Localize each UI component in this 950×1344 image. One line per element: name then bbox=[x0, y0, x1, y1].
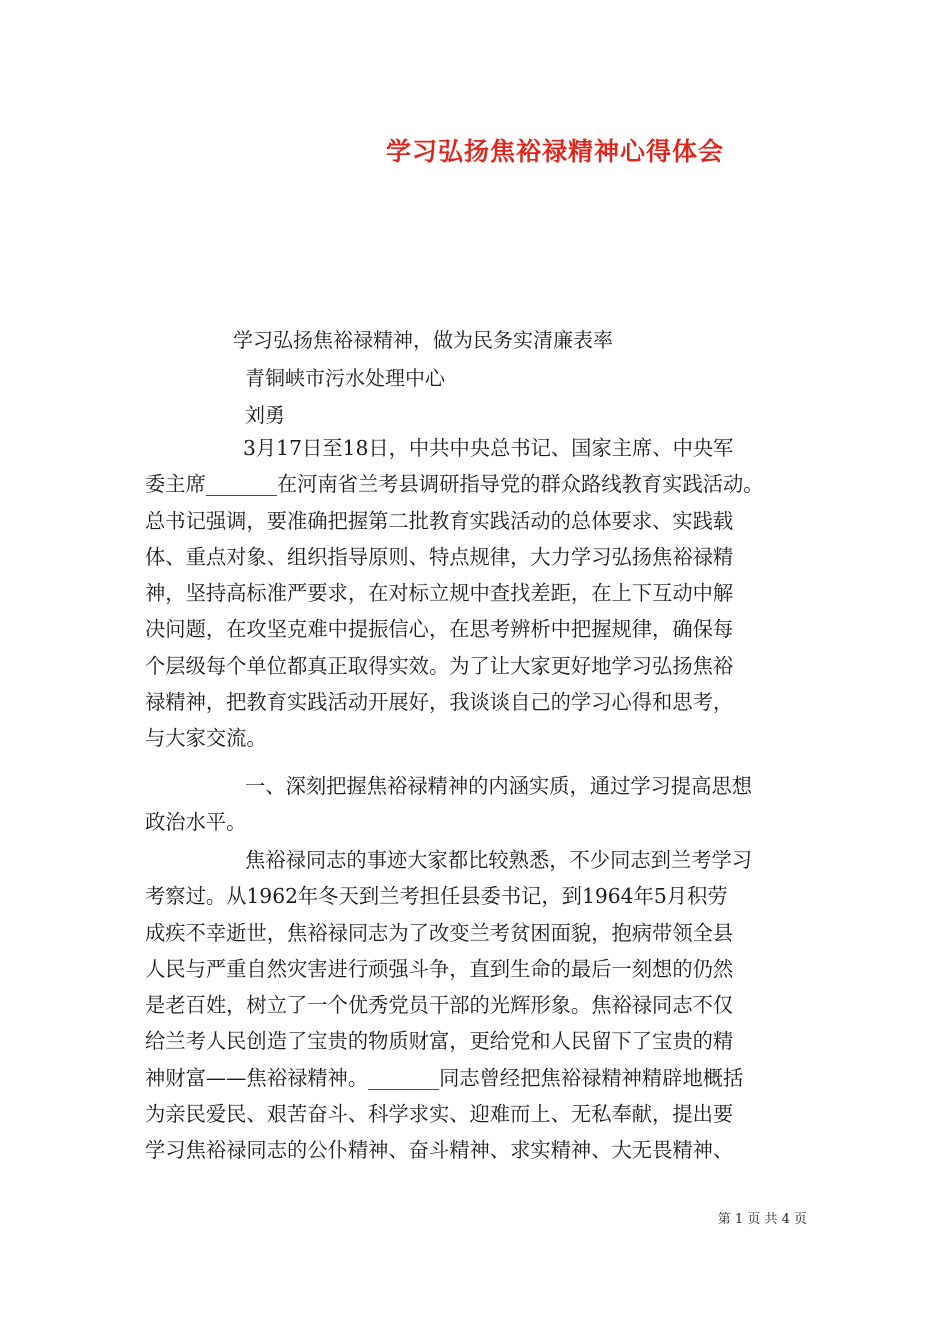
document-subtitle: 学习弘扬焦裕禄精神，做为民务实清廉表率 bbox=[233, 328, 613, 352]
paragraph-jiao-yulu bbox=[145, 842, 810, 1169]
paragraph-intro bbox=[145, 430, 810, 757]
text-line: 与大家交流。 bbox=[145, 726, 267, 751]
text-line: 为亲民爱民、艰苦奋斗、科学求实、迎难而上、无私奉献，提出要 bbox=[145, 1102, 734, 1127]
text-line: 委主席_______在河南省兰考县调研指导党的群众路线教育实践活动。 bbox=[145, 472, 764, 497]
page-number: 第 1 页 共 4 页 bbox=[717, 1212, 807, 1227]
text-line: 政治水平。 bbox=[145, 810, 247, 835]
text-line: 人民与严重自然灾害进行顽强斗争，直到生命的最后一刻想的仍然 bbox=[145, 956, 734, 981]
text-line: 体、重点对象、组织指导原则、特点规律，大力学习弘扬焦裕禄精 bbox=[145, 544, 734, 569]
text-line: 考察过。从1962年冬天到兰考担任县委书记，到1964年5月积劳 bbox=[145, 884, 728, 909]
text-line: 一、深刻把握焦裕禄精神的内涵实质，通过学习提高思想 bbox=[245, 774, 753, 798]
author-name: 刘勇 bbox=[245, 403, 285, 427]
text-line: 焦裕禄同志的事迹大家都比较熟悉，不少同志到兰考学习 bbox=[245, 848, 753, 872]
text-line: 决问题，在攻坚克难中提振信心，在思考辨析中把握规律，确保每 bbox=[145, 617, 734, 642]
organization-name: 青铜峡市污水处理中心 bbox=[245, 366, 445, 390]
text-line: 3月17日至18日，中共中央总书记、国家主席、中央军 bbox=[243, 436, 734, 460]
section-heading-1 bbox=[145, 768, 810, 841]
text-line: 个层级每个单位都真正取得实效。为了让大家更好地学习弘扬焦裕 bbox=[145, 653, 734, 678]
text-line: 神，坚持高标准严要求，在对标立规中查找差距，在上下互动中解 bbox=[145, 581, 734, 606]
text-line: 学习焦裕禄同志的公仆精神、奋斗精神、求实精神、大无畏精神、 bbox=[145, 1138, 734, 1163]
text-line: 给兰考人民创造了宝贵的物质财富，更给党和人民留下了宝贵的精 bbox=[145, 1029, 734, 1054]
text-line: 总书记强调，要准确把握第二批教育实践活动的总体要求、实践载 bbox=[145, 508, 734, 533]
text-line: 成疾不幸逝世，焦裕禄同志为了改变兰考贫困面貌，抱病带领全县 bbox=[145, 920, 734, 945]
text-line: 禄精神，把教育实践活动开展好，我谈谈自己的学习心得和思考， bbox=[145, 690, 734, 715]
text-line: 神财富——焦裕禄精神。_______同志曾经把焦裕禄精神精辟地概括 bbox=[145, 1065, 744, 1090]
document-title: 学习弘扬焦裕禄精神心得体会 bbox=[385, 137, 724, 166]
text-line: 是老百姓，树立了一个优秀党员干部的光辉形象。焦裕禄同志不仅 bbox=[145, 993, 734, 1018]
